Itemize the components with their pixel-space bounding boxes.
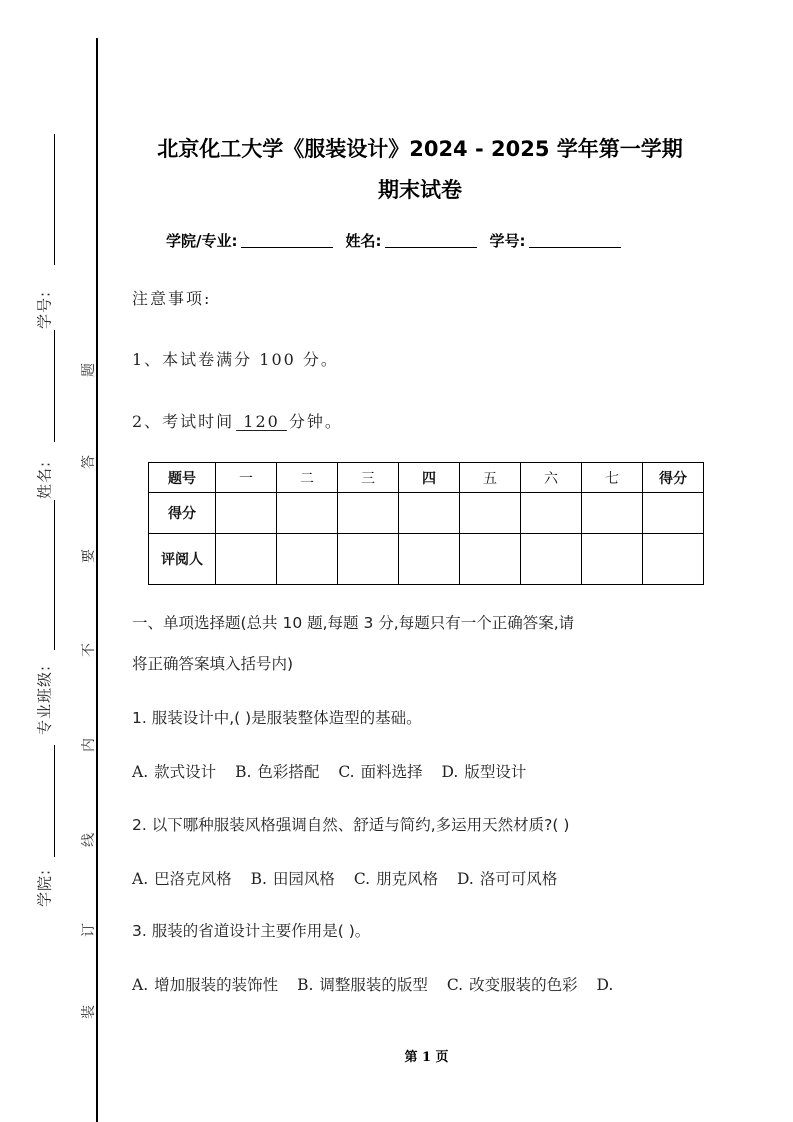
binding-char: 题 [81, 363, 97, 377]
grader-row [149, 534, 704, 585]
score-cell[interactable] [521, 493, 582, 534]
score-cell[interactable] [277, 493, 338, 534]
duration-suffix: 分钟。 [288, 412, 343, 431]
option-d[interactable]: D. 版型设计 [441, 763, 527, 781]
grader-cell[interactable] [582, 534, 643, 585]
notice-item-full-score: 1、本试卷满分 100 分。 [132, 350, 339, 369]
option-b[interactable]: B. 田园风格 [250, 870, 335, 888]
grader-cell[interactable] [277, 534, 338, 585]
option-a[interactable]: A. 巴洛克风格 [132, 870, 232, 888]
score-cell[interactable] [460, 493, 521, 534]
question-3-options [132, 973, 633, 995]
grader-row-label: 评阅人 [149, 534, 216, 585]
header-question-number: 题号 [149, 463, 216, 493]
score-cell[interactable] [216, 493, 277, 534]
score-cell[interactable] [643, 493, 704, 534]
margin-label-major-class: 专业班级: [35, 664, 54, 736]
binding-char: 不 [81, 643, 97, 657]
header-section-3: 三 [338, 463, 399, 493]
option-a[interactable]: A. 增加服装的装饰性 [132, 976, 279, 994]
grader-cell[interactable] [399, 534, 460, 585]
option-d[interactable]: D. 洛可可风格 [457, 870, 558, 888]
binding-char: 装 [81, 1005, 97, 1019]
option-b[interactable]: B. 调整服装的版型 [297, 976, 428, 994]
header-section-5: 五 [460, 463, 521, 493]
college-major-label: 学院/专业: [166, 232, 238, 250]
question-3-stem: 3. 服装的省道设计主要作用是( )。 [132, 922, 371, 940]
duration-prefix: 2、考试时间 [132, 412, 235, 431]
option-c[interactable]: C. 朋克风格 [353, 870, 439, 888]
question-1-stem: 1. 服装设计中,( )是服装整体造型的基础。 [132, 709, 422, 727]
header-section-4: 四 [399, 463, 460, 493]
question-2-stem: 2. 以下哪种服装风格强调自然、舒适与简约,多运用天然材质?( ) [132, 816, 570, 834]
binding-char: 线 [81, 833, 97, 847]
header-section-2: 二 [277, 463, 338, 493]
binding-char: 内 [81, 738, 97, 752]
score-row-label: 得分 [149, 493, 216, 534]
name-field[interactable] [385, 246, 477, 248]
option-b[interactable]: B. 色彩搭配 [235, 763, 320, 781]
margin-label-student-id: 学号: [35, 290, 54, 330]
question-1-options [132, 760, 540, 782]
option-c[interactable]: C. 面料选择 [338, 763, 423, 781]
score-table-header-row [149, 463, 704, 493]
exam-subtitle: 期末试卷 [378, 178, 462, 202]
page-number: 第 1 页 [404, 1050, 449, 1065]
section-1-heading: 一、单项选择题(总共 10 题,每题 3 分,每题只有一个正确答案,请 [132, 614, 575, 632]
score-row [149, 493, 704, 534]
grader-cell[interactable] [216, 534, 277, 585]
grader-cell[interactable] [521, 534, 582, 585]
name-blank-line [54, 330, 55, 442]
question-2-options [132, 867, 571, 889]
binding-char: 要 [81, 549, 97, 563]
margin-label-college: 学院: [35, 868, 54, 908]
notice-item-duration [132, 409, 343, 432]
header-section-6: 六 [521, 463, 582, 493]
binding-char: 订 [81, 923, 97, 937]
student-id-blank-line [54, 134, 55, 265]
grader-cell[interactable] [460, 534, 521, 585]
score-cell[interactable] [338, 493, 399, 534]
duration-value: 120 [236, 412, 287, 431]
header-total-score: 得分 [643, 463, 704, 493]
binding-line [96, 38, 98, 1122]
binding-char: 答 [81, 455, 97, 469]
name-label: 姓名: [345, 232, 382, 250]
grader-cell[interactable] [643, 534, 704, 585]
college-major-field[interactable] [241, 246, 333, 248]
major-class-blank-line [54, 500, 55, 650]
score-table [148, 462, 704, 585]
option-c[interactable]: C. 改变服装的色彩 [446, 976, 578, 994]
score-cell[interactable] [582, 493, 643, 534]
margin-label-name: 姓名: [35, 460, 54, 500]
grader-cell[interactable] [338, 534, 399, 585]
college-blank-line [54, 745, 55, 857]
score-cell[interactable] [399, 493, 460, 534]
student-id-field[interactable] [529, 246, 621, 248]
section-1-heading-cont: 将正确答案填入括号内) [132, 655, 294, 673]
student-id-label: 学号: [489, 232, 526, 250]
header-section-1: 一 [216, 463, 277, 493]
header-section-7: 七 [582, 463, 643, 493]
notice-heading: 注意事项: [132, 289, 212, 308]
option-a[interactable]: A. 款式设计 [132, 763, 217, 781]
option-d[interactable]: D. [596, 976, 614, 994]
exam-title: 北京化工大学《服装设计》2024 - 2025 学年第一学期 [157, 137, 683, 161]
student-info-line [166, 230, 633, 251]
